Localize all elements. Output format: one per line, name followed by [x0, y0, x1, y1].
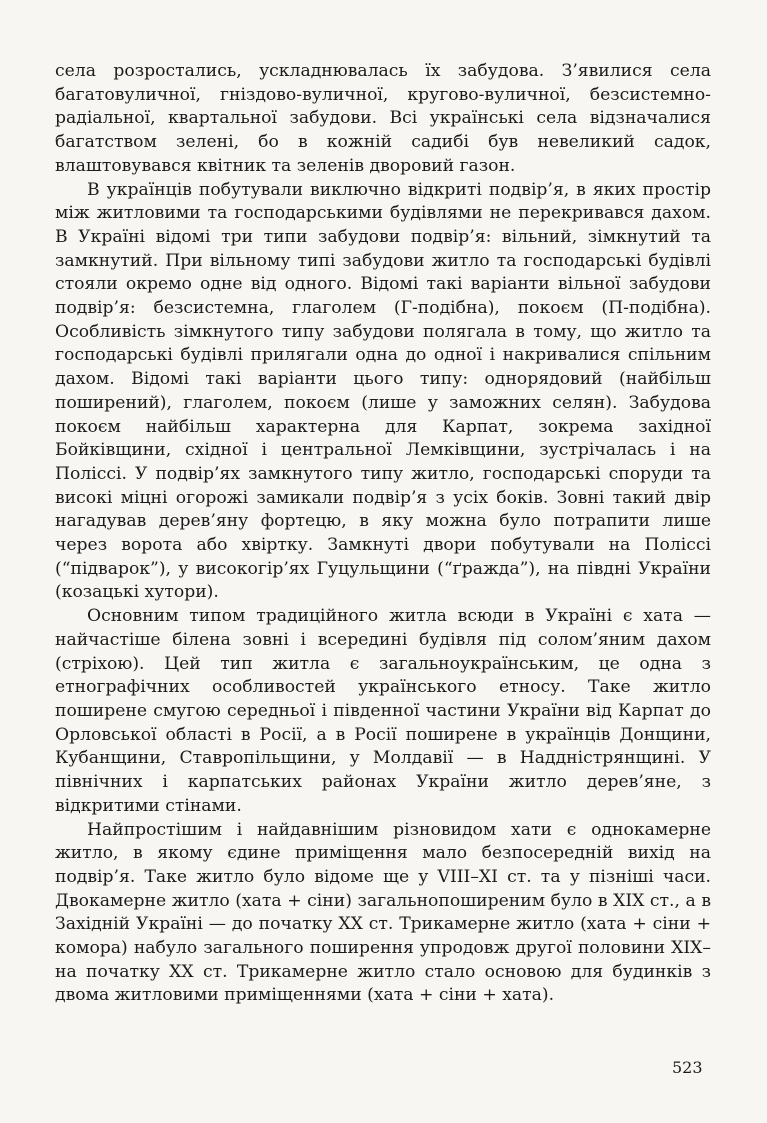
page-number: 523 [672, 1058, 703, 1077]
paragraph-3: Основним типом традиційного житла всюди в Україні є хата — найчастіше білена зовні і всередині будівля під солом’яним дахом (стріхою). Цей тип житла є загальноукраїнським, це одна з етнографічних особливостей українського етносу. Таке житло поширене смугою середньої і південної частини України від Карпат до Орловської області в Росії, а в Росії поширене в українців Донщини, Кубанщини, Ставропільщини, у Молдавії — в Наддністрянщині. У північних і карпатських районах України житло дерев’яне, з відкритими стінами. [55, 606, 711, 816]
paragraph-1: села розростались, ускладнювалась їх забудова. З’явилися села багатовуличної, гніздово-вуличної, кругово-вуличної, безсистемно-радіальної, квартальної забудови. Всі українські села відзначалися багатством зелені, бо в кожній садибі був невеликий садок, влаштовувався квітник та зеленів дворовий газон. [55, 61, 711, 176]
paragraph-2: В українців побутували виключно відкриті подвір’я, в яких простір між житловими та господарськими будівлями не перекривався дахом. В Україні відомі три типи забудови подвір’я: вільний, зімкнутий та замкнутий. При вільному типі забудови житло та господарські будівлі стояли окремо одне від одного. Відомі такі варіанти вільної забудови подвір’я: безсистемна, глаголем (Г-подібна), покоєм (П-подібна). Особливість зімкнутого типу забудови полягала в тому, що житло та господарські будівлі прилягали одна до одної і накривалися спільним дахом. Відомі такі варіанти цього типу: однорядовий (найбільш поширений), глаголем, покоєм (лише у заможних селян). Забудова покоєм найбільш характерна для Карпат, зокрема західної Бойківщини, східної і центральної Лемківщини, зустрічалась і на Поліссі. У подвір’ях замкнутого типу житло, господарські споруди та високі міцні огорожі замикали подвір’я з усіх боків. Зовні такий двір нагадував дерев’яну фортецю, в яку можна було потрапити лише через ворота або хвіртку. Замкнуті двори побутували на Поліссі (“підварок”), у високогір’ях Гуцульщини (“ґражда”), на півдні України (козацькі хутори). [55, 179, 711, 603]
paragraph-4: Найпростішим і найдавнішим різновидом хати є однокамерне житло, в якому єдине приміщення мало безпосередній вихід на подвір’я. Таке житло було відоме ще у VIII–XI ст. та у пізніші часи. Двокамерне житло (хата + сіни) загальнопоширеним було в XIX ст., а в Західній Україні — до початку XX ст. Трикамерне житло (хата + сіни + комора) набуло загального поширення упродовж другої половини XIX–на початку XX ст. Трикамерне житло стало основою для будинків з двома житловими приміщеннями (хата + сіни + хата). [55, 819, 711, 1006]
page-body [55, 60, 711, 1008]
